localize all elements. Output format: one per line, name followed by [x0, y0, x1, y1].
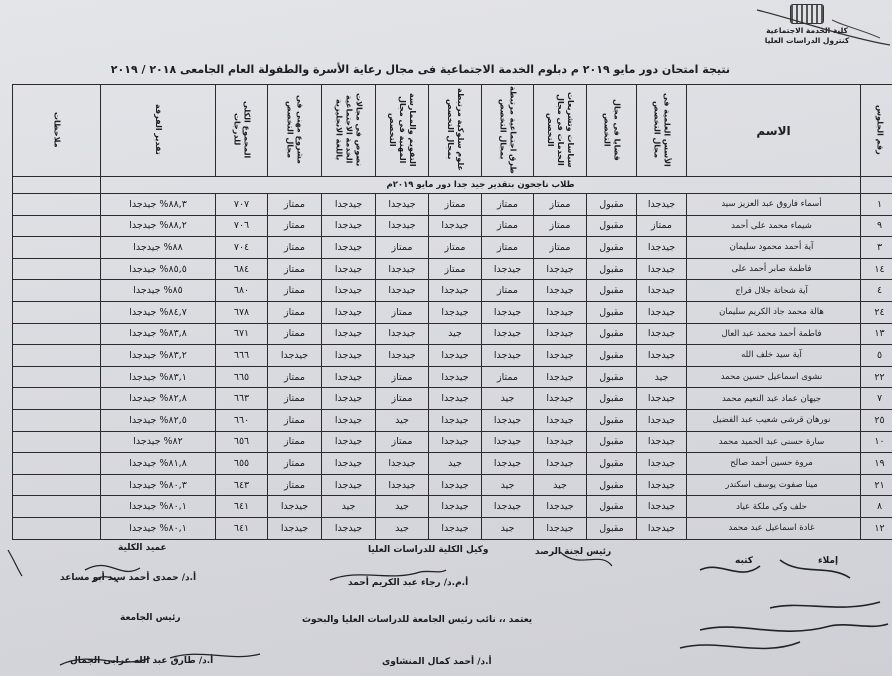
- overall-grade: ٨٠,٣% جيدجدا: [101, 474, 216, 496]
- subject-grade: ممتاز: [429, 194, 482, 216]
- subject-grade: جيدجدا: [534, 517, 587, 539]
- subject-grade: جيدجدا: [322, 258, 376, 280]
- col-header-subject-2: قضايا فى مجال التخصص: [587, 85, 637, 177]
- total-score: ٦٨٤: [216, 258, 268, 280]
- total-score: ٦٦٠: [216, 409, 268, 431]
- table-row: [13, 345, 892, 367]
- notes-cell: [13, 237, 101, 259]
- subject-grade: جيدجدا: [534, 280, 587, 302]
- subject-grade: جيدجدا: [429, 474, 482, 496]
- approval-name: أ.د/ أحمد كمال المنشاوى: [382, 657, 492, 667]
- subject-grade: ممتاز: [429, 237, 482, 259]
- subject-grade: جيدجدا: [376, 474, 429, 496]
- subject-grade: جيدجدا: [482, 323, 534, 345]
- col-header-subject-8: مشروع مهنى فى مجال التخصص: [268, 85, 322, 177]
- col-header-name: الاسم: [687, 85, 861, 177]
- subject-grade: جيدجدا: [534, 258, 587, 280]
- student-name: نورهان قرشى شعيب عبد الفضيل: [687, 409, 861, 431]
- subject-grade: ممتاز: [268, 215, 322, 237]
- subject-grade: ممتاز: [482, 237, 534, 259]
- subject-grade: ممتاز: [268, 280, 322, 302]
- subject-grade: جيدجدا: [534, 453, 587, 475]
- overall-grade: ٨٣,٢% جيدجدا: [101, 345, 216, 367]
- overall-grade: ٨٤,٧% جيدجدا: [101, 301, 216, 323]
- notes-cell: [13, 258, 101, 280]
- approval-line: يعتمد ،، نائب رئيس الجامعة للدراسات العليا والبحوث: [302, 615, 533, 625]
- subject-grade: ممتاز: [268, 237, 322, 259]
- total-score: ٧٠٤: [216, 237, 268, 259]
- seat-number: ١٣: [861, 323, 892, 345]
- student-name: فاطمة صابر أحمد على: [687, 258, 861, 280]
- notes-cell: [13, 474, 101, 496]
- overall-grade: ٨٣,٨% جيدجدا: [101, 323, 216, 345]
- total-score: ٦٥٦: [216, 431, 268, 453]
- notes-cell: [13, 345, 101, 367]
- seat-number: ١٤: [861, 258, 892, 280]
- overall-grade: ٨٠,١% جيدجدا: [101, 517, 216, 539]
- notes-cell: [13, 215, 101, 237]
- subject-grade: مقبول: [587, 453, 637, 475]
- total-score: ٦٨٠: [216, 280, 268, 302]
- subject-grade: مقبول: [587, 409, 637, 431]
- subject-grade: ممتاز: [482, 194, 534, 216]
- table-header-row: [13, 85, 892, 177]
- overall-grade: ٨٨,٣% جيدجدا: [101, 194, 216, 216]
- overall-grade: ٨٣,١% جيدجدا: [101, 366, 216, 388]
- subject-grade: جيدجدا: [534, 496, 587, 518]
- notes-cell: [13, 453, 101, 475]
- table-row: [13, 194, 892, 216]
- notes-cell: [13, 301, 101, 323]
- subject-grade: جيدجدا: [376, 194, 429, 216]
- subject-grade: ممتاز: [376, 388, 429, 410]
- subject-grade: جيدجدا: [637, 345, 687, 367]
- subject-grade: جيدجدا: [429, 301, 482, 323]
- table-row: [13, 431, 892, 453]
- subject-grade: جيدجدا: [429, 280, 482, 302]
- col-header-subject-1: الأسس العلمية فى مجال التخصص: [637, 85, 687, 177]
- student-name: حلف وكى ملكة عياد: [687, 496, 861, 518]
- student-name: سارة حسنى عبد الحميد محمد: [687, 431, 861, 453]
- subject-grade: ممتاز: [376, 366, 429, 388]
- vice-dean-name: أ.م.د/ رجاء عبد الكريم أحمد: [348, 578, 469, 588]
- student-name: آية شحاتة جلال فراج: [687, 280, 861, 302]
- notes-cell: [13, 280, 101, 302]
- vice-dean-title: وكيل الكلية للدراسات العليا: [368, 545, 489, 555]
- seat-number: ٢٢: [861, 366, 892, 388]
- subject-grade: جيدجدا: [637, 409, 687, 431]
- subject-grade: جيدجدا: [482, 345, 534, 367]
- subject-grade: جيدجدا: [429, 496, 482, 518]
- subject-grade: مقبول: [587, 258, 637, 280]
- subject-grade: جيدجدا: [322, 280, 376, 302]
- student-name: هالة محمد جاد الكريم سليمان: [687, 301, 861, 323]
- subject-grade: مقبول: [587, 323, 637, 345]
- notes-cell: [13, 388, 101, 410]
- col-header-notes: ملاحظات: [13, 85, 101, 177]
- total-score: ٦٦٣: [216, 388, 268, 410]
- student-name: غادة اسماعيل عبد محمد: [687, 517, 861, 539]
- subject-grade: جيدجدا: [268, 517, 322, 539]
- subject-grade: جيدجدا: [376, 323, 429, 345]
- president-title: رئيس الجامعة: [120, 613, 181, 623]
- subject-grade: جيدجدا: [322, 388, 376, 410]
- overall-grade: ٨٨% جيدجدا: [101, 237, 216, 259]
- table-row: [13, 496, 892, 518]
- subject-grade: مقبول: [587, 215, 637, 237]
- table-row: [13, 323, 892, 345]
- subject-grade: ممتاز: [482, 215, 534, 237]
- subject-grade: جيد: [534, 474, 587, 496]
- subject-grade: جيدجدا: [268, 496, 322, 518]
- subject-grade: جيدجدا: [376, 215, 429, 237]
- subject-grade: جيد: [482, 474, 534, 496]
- student-name: شيماء محمد على أحمد: [687, 215, 861, 237]
- total-score: ٦٧١: [216, 323, 268, 345]
- subject-grade: جيدجدا: [637, 388, 687, 410]
- seat-number: ١٩: [861, 453, 892, 475]
- org-dept: كنترول الدراسات العليا: [764, 36, 850, 45]
- subject-grade: ممتاز: [482, 280, 534, 302]
- subject-grade: جيدجدا: [482, 496, 534, 518]
- seat-number: ٧: [861, 388, 892, 410]
- subject-grade: جيدجدا: [376, 453, 429, 475]
- subject-grade: ممتاز: [268, 194, 322, 216]
- seat-number: ١٢: [861, 517, 892, 539]
- col-header-subject-7: نصوص فى مجالات الخدمة الاجتماعية باللغة الانجليزية: [322, 85, 376, 177]
- handwritten-signatures: [0, 530, 892, 676]
- subject-grade: جيدجدا: [637, 280, 687, 302]
- subject-grade: جيدجدا: [429, 388, 482, 410]
- subject-grade: جيدجدا: [637, 258, 687, 280]
- subject-grade: مقبول: [587, 366, 637, 388]
- subject-grade: جيدجدا: [268, 345, 322, 367]
- overall-grade: ٨٢,٥% جيدجدا: [101, 409, 216, 431]
- subject-grade: جيد: [376, 496, 429, 518]
- subject-grade: جيدجدا: [429, 345, 482, 367]
- overall-grade: ٨٢,٨% جيدجدا: [101, 388, 216, 410]
- subject-grade: جيدجدا: [534, 345, 587, 367]
- total-score: ٦٥٥: [216, 453, 268, 475]
- subject-grade: جيد: [637, 366, 687, 388]
- seat-number: ٢١: [861, 474, 892, 496]
- subject-grade: مقبول: [587, 388, 637, 410]
- subject-grade: جيد: [376, 517, 429, 539]
- col-header-subject-4: طرق اجتماعية مرتبطة بمجال التخصص: [482, 85, 534, 177]
- subject-grade: جيدجدا: [482, 258, 534, 280]
- subject-grade: مقبول: [587, 496, 637, 518]
- subject-grade: ممتاز: [534, 237, 587, 259]
- subject-grade: ممتاز: [268, 409, 322, 431]
- subject-grade: ممتاز: [268, 453, 322, 475]
- subject-grade: ممتاز: [376, 237, 429, 259]
- subject-grade: ممتاز: [376, 431, 429, 453]
- subject-grade: جيدجدا: [322, 453, 376, 475]
- student-name: آية سيد خلف الله: [687, 345, 861, 367]
- subject-grade: ممتاز: [482, 366, 534, 388]
- subject-grade: جيدجدا: [322, 194, 376, 216]
- notes-cell: [13, 323, 101, 345]
- seat-number: ٥: [861, 345, 892, 367]
- table-row: [13, 474, 892, 496]
- subject-grade: مقبول: [587, 517, 637, 539]
- subject-grade: جيدجدا: [322, 409, 376, 431]
- subject-grade: مقبول: [587, 431, 637, 453]
- page-title: نتيجة امتحان دور مايو ٢٠١٩ م دبلوم الخدمة الاجتماعية فى مجال رعاية الأسرة والطفولة العام الجامعى ٢٠١٨ / ٢٠١٩: [110, 63, 730, 76]
- subject-grade: ممتاز: [268, 323, 322, 345]
- table-note-row: [13, 177, 892, 194]
- dean-name: أ.د/ حمدى أحمد سيد أبو مساعد: [60, 573, 197, 583]
- table-row: [13, 280, 892, 302]
- total-score: ٦٤١: [216, 517, 268, 539]
- subject-grade: جيدجدا: [429, 517, 482, 539]
- subject-grade: ممتاز: [268, 258, 322, 280]
- subject-grade: ممتاز: [268, 301, 322, 323]
- subject-grade: جيدجدا: [322, 301, 376, 323]
- seat-number: ٩: [861, 215, 892, 237]
- results-table: [12, 84, 892, 540]
- col-header-seat: رقم الجلوس: [861, 85, 892, 177]
- student-name: جيهان عماد عبد النعيم محمد: [687, 388, 861, 410]
- subject-grade: جيدجدا: [482, 453, 534, 475]
- total-score: ٦٦٦: [216, 345, 268, 367]
- table-row: [13, 237, 892, 259]
- subject-grade: جيدجدا: [534, 409, 587, 431]
- subject-grade: جيد: [322, 496, 376, 518]
- subject-grade: ممتاز: [637, 215, 687, 237]
- subject-grade: جيدجدا: [429, 431, 482, 453]
- subject-grade: جيدجدا: [322, 517, 376, 539]
- subject-grade: جيدجدا: [637, 431, 687, 453]
- subject-grade: مقبول: [587, 280, 637, 302]
- prepared-label: إملاء: [818, 556, 839, 566]
- subject-grade: ممتاز: [534, 215, 587, 237]
- subject-grade: جيدجدا: [637, 517, 687, 539]
- seat-number: ٤: [861, 280, 892, 302]
- table-row: [13, 301, 892, 323]
- subject-grade: جيدجدا: [322, 237, 376, 259]
- committee-head-label: رئيس لجنة الرصد: [535, 547, 612, 557]
- seat-number: ١٠: [861, 431, 892, 453]
- subject-grade: جيدجدا: [376, 258, 429, 280]
- notes-cell: [13, 496, 101, 518]
- table-row: [13, 409, 892, 431]
- subject-grade: جيدجدا: [637, 323, 687, 345]
- subject-grade: مقبول: [587, 345, 637, 367]
- student-name: فاطمة أحمد محمد عبد العال: [687, 323, 861, 345]
- total-score: ٧٠٧: [216, 194, 268, 216]
- student-name: نشوى اسماعيل حسين محمد: [687, 366, 861, 388]
- subject-grade: جيدجدا: [322, 431, 376, 453]
- col-header-subject-5: علوم سلوكية مرتبطة بمجال التخصص: [429, 85, 482, 177]
- subject-grade: مقبول: [587, 474, 637, 496]
- total-score: ٦٤٣: [216, 474, 268, 496]
- student-name: آية أحمد محمود سليمان: [687, 237, 861, 259]
- subject-grade: جيدجدا: [322, 345, 376, 367]
- student-name: مروة حسين أحمد صالح: [687, 453, 861, 475]
- table-row: [13, 366, 892, 388]
- seat-number: ٨: [861, 496, 892, 518]
- notes-cell: [13, 366, 101, 388]
- org-name: كلية الخدمة الاجتماعية: [766, 26, 848, 35]
- subject-grade: ممتاز: [268, 366, 322, 388]
- subject-grade: ممتاز: [534, 194, 587, 216]
- subject-grade: ممتاز: [268, 431, 322, 453]
- subject-grade: جيد: [429, 453, 482, 475]
- subject-grade: جيدجدا: [376, 280, 429, 302]
- notes-cell: [13, 194, 101, 216]
- subject-grade: جيدجدا: [322, 366, 376, 388]
- subject-grade: جيدجدا: [322, 474, 376, 496]
- subject-grade: جيد: [482, 388, 534, 410]
- table-note: طلاب ناجحون بتقدير جيد جدا دور مايو ٢٠١٩م: [101, 177, 861, 194]
- seat-number: ٢٤: [861, 301, 892, 323]
- overall-grade: ٨٥,٥% جيدجدا: [101, 258, 216, 280]
- seat-number: ٢٥: [861, 409, 892, 431]
- subject-grade: جيد: [429, 323, 482, 345]
- subject-grade: جيدجدا: [534, 323, 587, 345]
- col-header-subject-3: سياسات وتشريعات الخدمات فى مجال التخصص: [534, 85, 587, 177]
- overall-grade: ٨٢% جيدجدا: [101, 431, 216, 453]
- handwritten-mark: [752, 0, 892, 60]
- notes-cell: [13, 431, 101, 453]
- total-score: ٦٧٨: [216, 301, 268, 323]
- reviewed-label: كتبه: [735, 556, 754, 566]
- table-row: [13, 215, 892, 237]
- subject-grade: جيدجدا: [322, 215, 376, 237]
- subject-grade: جيدجدا: [322, 323, 376, 345]
- total-score: ٧٠٦: [216, 215, 268, 237]
- subject-grade: ممتاز: [429, 258, 482, 280]
- subject-grade: جيدجدا: [637, 237, 687, 259]
- subject-grade: جيدجدا: [637, 194, 687, 216]
- subject-grade: مقبول: [587, 194, 637, 216]
- notes-cell: [13, 409, 101, 431]
- table-row: [13, 453, 892, 475]
- total-score: ٦٤١: [216, 496, 268, 518]
- seat-number: ٣: [861, 237, 892, 259]
- col-header-grade: تقدير الفرقة: [101, 85, 216, 177]
- overall-grade: ٨٨,٢% جيدجدا: [101, 215, 216, 237]
- dean-title: عميد الكلية: [118, 543, 167, 553]
- subject-grade: جيدجدا: [429, 409, 482, 431]
- total-score: ٦٦٥: [216, 366, 268, 388]
- overall-grade: ٨٥% جيدجدا: [101, 280, 216, 302]
- subject-grade: جيدجدا: [482, 431, 534, 453]
- overall-grade: ٨١,٨% جيدجدا: [101, 453, 216, 475]
- subject-grade: ممتاز: [376, 301, 429, 323]
- subject-grade: جيدجدا: [482, 409, 534, 431]
- subject-grade: جيدجدا: [534, 301, 587, 323]
- table-row: [13, 388, 892, 410]
- subject-grade: جيدجدا: [637, 474, 687, 496]
- subject-grade: جيدجدا: [482, 301, 534, 323]
- subject-grade: ممتاز: [268, 388, 322, 410]
- col-header-subject-6: التقويم والممارسة المهنية فى مجال التخصص: [376, 85, 429, 177]
- subject-grade: جيدجدا: [637, 496, 687, 518]
- subject-grade: جيد: [376, 409, 429, 431]
- table-row: [13, 258, 892, 280]
- subject-grade: جيدجدا: [376, 345, 429, 367]
- subject-grade: جيدجدا: [637, 453, 687, 475]
- subject-grade: جيدجدا: [534, 431, 587, 453]
- student-name: أسماء فاروق عبد العزيز سيد: [687, 194, 861, 216]
- subject-grade: جيدجدا: [429, 366, 482, 388]
- subject-grade: ممتاز: [268, 474, 322, 496]
- subject-grade: جيدجدا: [534, 388, 587, 410]
- overall-grade: ٨٠,١% جيدجدا: [101, 496, 216, 518]
- subject-grade: جيدجدا: [534, 366, 587, 388]
- col-header-total: المجموع الكلى للدرجات: [216, 85, 268, 177]
- seat-number: ١: [861, 194, 892, 216]
- subject-grade: جيدجدا: [429, 215, 482, 237]
- student-name: مينا صفوت يوسف اسكندر: [687, 474, 861, 496]
- president-name: أ.د/ طارق عبد الله عرابى الجمال: [70, 656, 214, 666]
- subject-grade: مقبول: [587, 301, 637, 323]
- subject-grade: مقبول: [587, 237, 637, 259]
- subject-grade: جيد: [482, 517, 534, 539]
- subject-grade: جيدجدا: [637, 301, 687, 323]
